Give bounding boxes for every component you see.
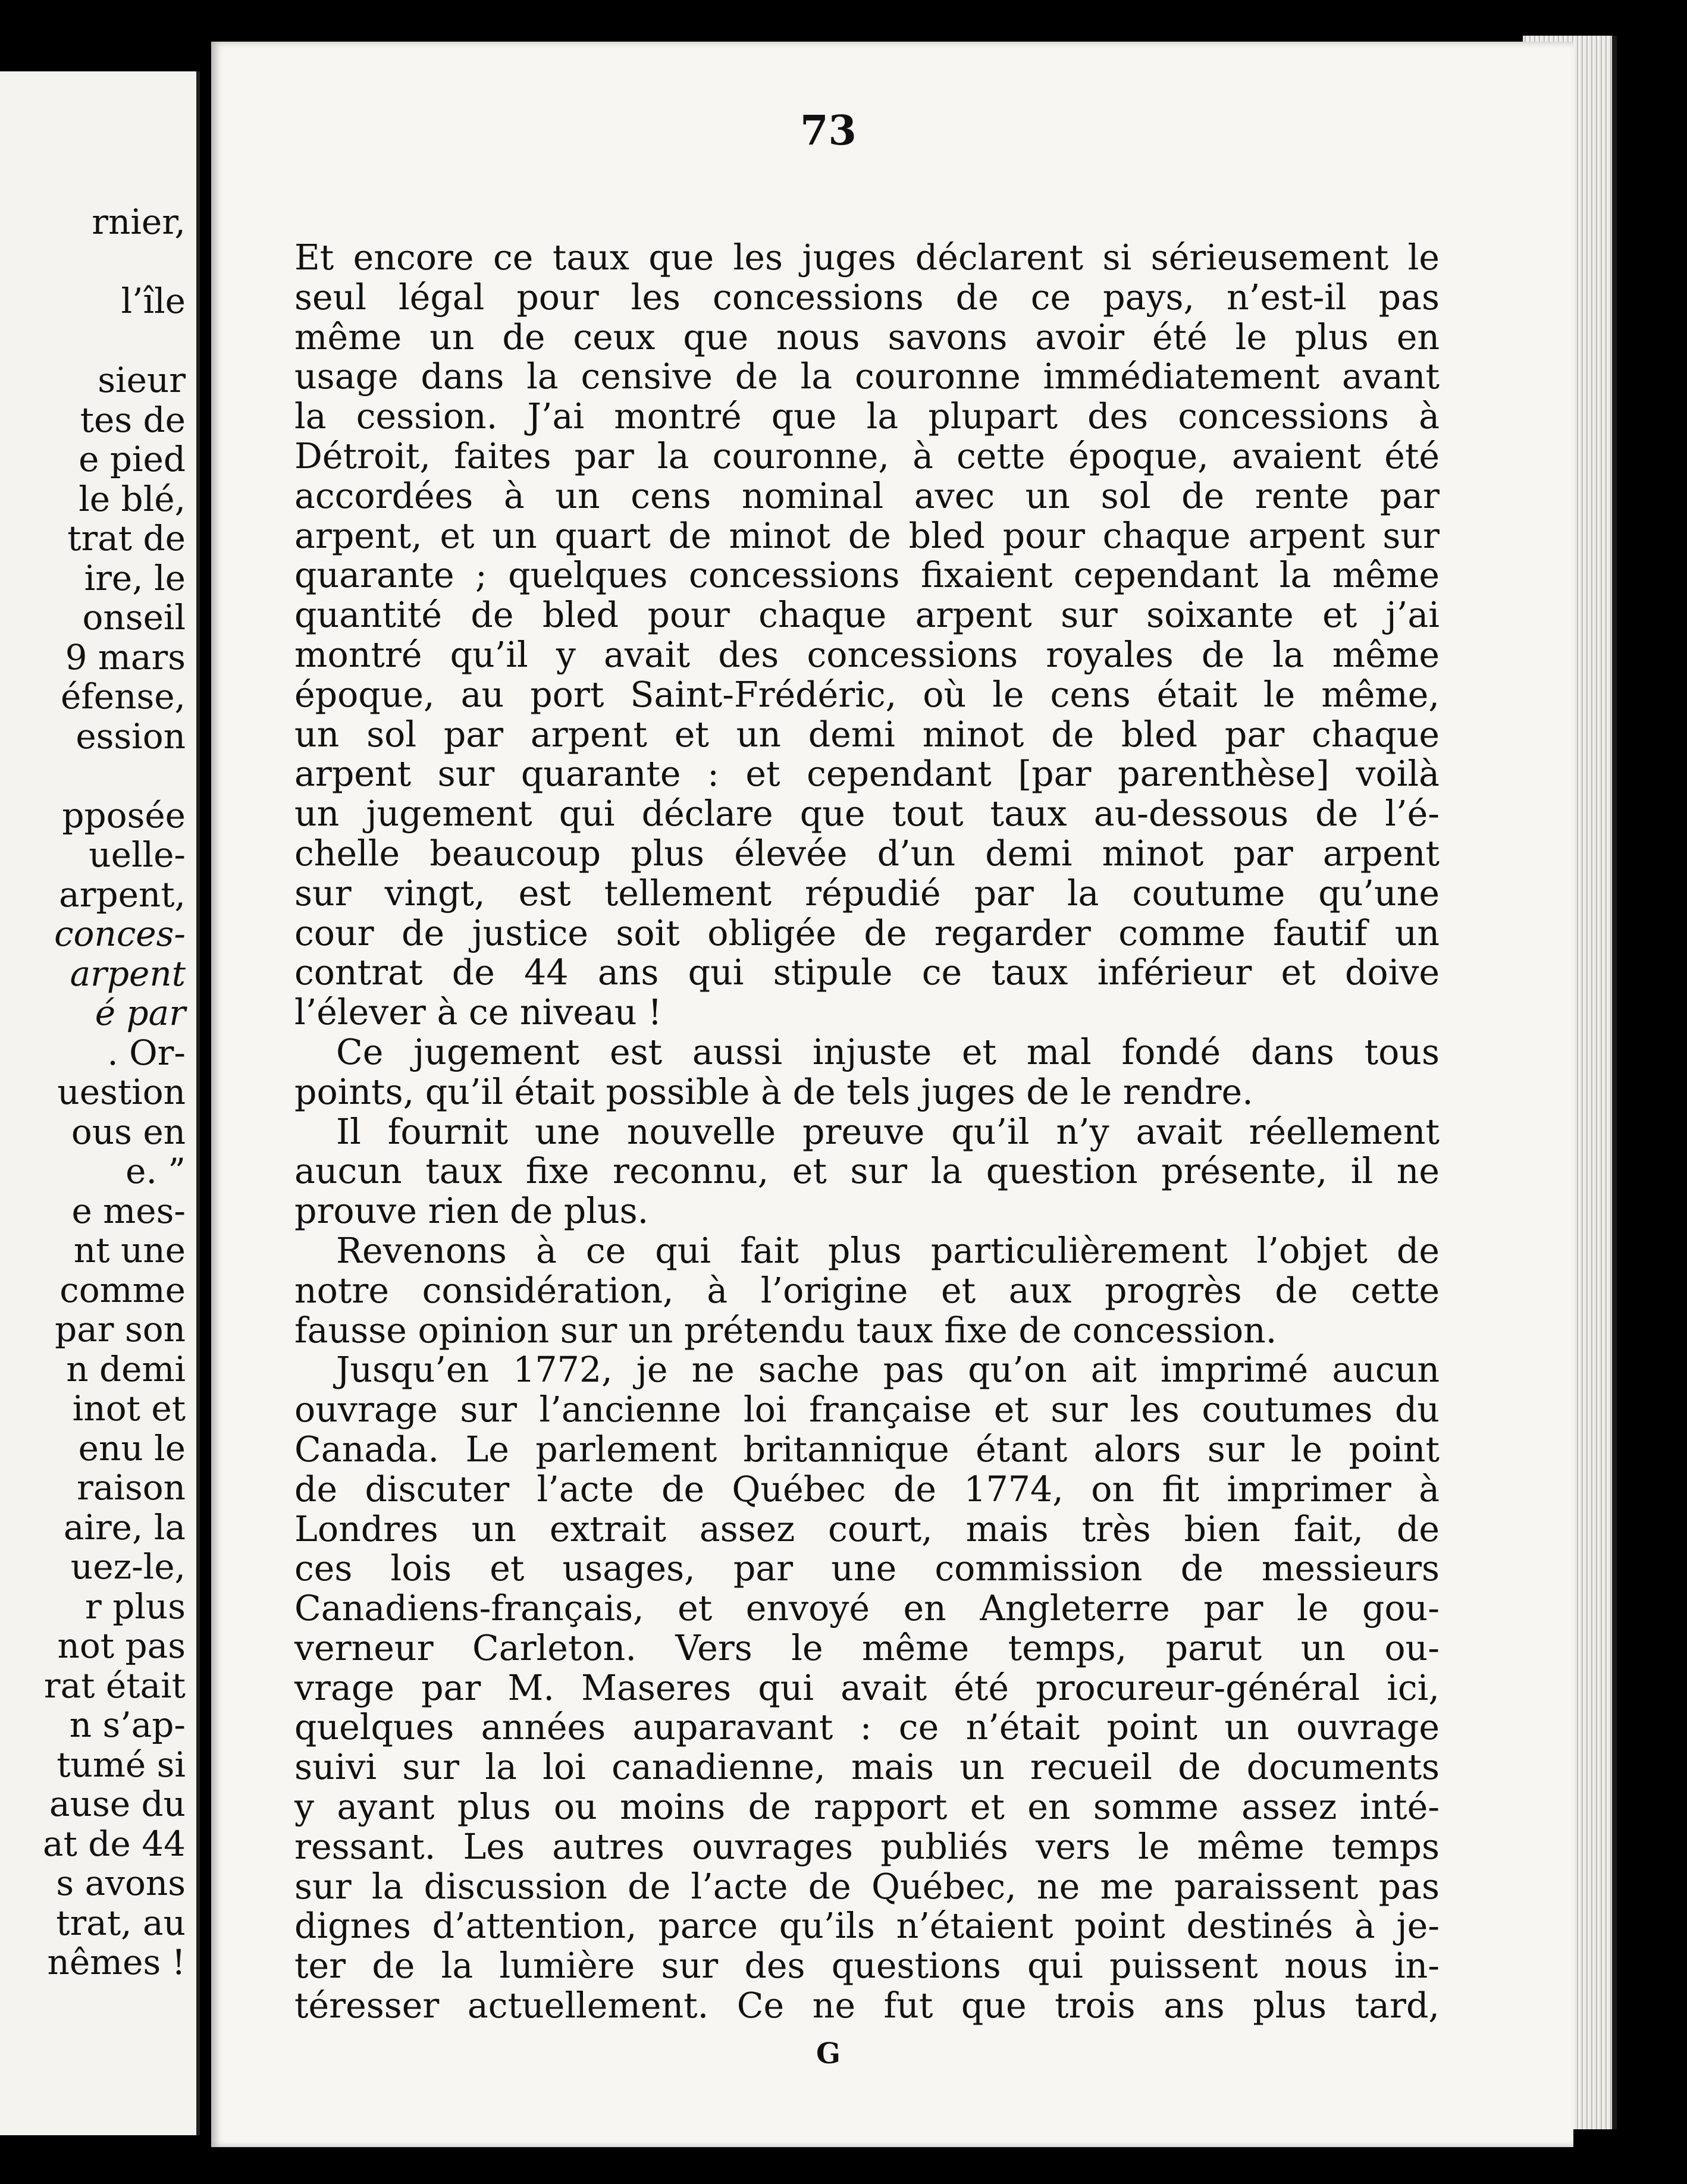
text-line: aucun taux fixe reconnu, et sur la question présente, il ne xyxy=(294,1151,1440,1192)
text-line: l’élever à ce niveau ! xyxy=(294,992,662,1033)
text-line: quantité de bled pour chaque arpent sur soixante et j’ai xyxy=(294,595,1440,636)
text-line: Il fournit une nouvelle preuve qu’il n’y avait réellement xyxy=(336,1111,1440,1152)
text-line: suivi sur la loi canadienne, mais un recueil de documents xyxy=(294,1747,1440,1788)
facing-page-line: tumé si xyxy=(57,1744,186,1785)
text-line: arpent, et un quart de minot de bled pour chaque arpent sur xyxy=(294,515,1440,556)
facing-page-line: ause du xyxy=(49,1784,186,1824)
facing-page-line: uestion xyxy=(57,1072,186,1112)
facing-page-line: tes de xyxy=(80,399,186,440)
facing-page-line: enu le xyxy=(78,1427,186,1468)
facing-page-line: nt une xyxy=(73,1230,186,1270)
text-line: quarante ; quelques concessions fixaient cependant la même xyxy=(294,555,1440,596)
text-line: ces lois et usages, par une commission de messieurs xyxy=(294,1548,1440,1589)
facing-page-line: rnier, xyxy=(92,202,186,242)
text-line: Canada. Le parlement britannique étant alors sur le point xyxy=(294,1429,1440,1470)
text-line: quelques années auparavant : ce n’était point un ouvrage xyxy=(294,1707,1440,1748)
facing-page-line: at de 44 xyxy=(42,1823,186,1864)
text-line: accordées à un cens nominal avec un sol de rente par xyxy=(294,475,1440,516)
signature-mark: G xyxy=(816,2037,841,2070)
book-page xyxy=(211,42,1573,2147)
facing-page-line: sieur xyxy=(98,360,186,400)
facing-page-line: é par xyxy=(95,993,186,1033)
facing-page-line: trat de xyxy=(67,518,186,558)
text-line: téresser actuellement. Ce ne fut que trois ans plus tard, xyxy=(294,1985,1440,2026)
facing-page-line: r plus xyxy=(85,1586,186,1627)
text-line: ressant. Les autres ouvrages publiés vers le même temps xyxy=(294,1826,1440,1867)
facing-page-line: uez-le, xyxy=(70,1546,186,1587)
facing-page-line: e. ” xyxy=(126,1151,186,1191)
facing-page-line: l’île xyxy=(121,281,186,321)
facing-page-line: nêmes ! xyxy=(47,1942,186,1982)
facing-page-line: ire, le xyxy=(84,557,186,598)
facing-page-line: 9 mars xyxy=(65,636,186,677)
text-line: Londres un extrait assez court, mais très bien fait, de xyxy=(294,1508,1440,1549)
facing-page-line: ous en xyxy=(71,1111,186,1152)
facing-page-line xyxy=(43,321,186,361)
text-line: Revenons à ce qui fait plus particulièrement l’objet de xyxy=(336,1230,1440,1271)
text-line: dignes d’attention, parce qu’ils n’étaient point destinés à je- xyxy=(294,1906,1440,1947)
text-line: chelle beaucoup plus élevée d’un demi minot par arpent xyxy=(294,833,1440,874)
facing-page-line: onseil xyxy=(82,597,186,638)
facing-page-line: aire, la xyxy=(63,1507,186,1548)
text-line: montré qu’il y avait des concessions royales de la même xyxy=(294,634,1440,675)
facing-page-line: s avons xyxy=(56,1863,186,1903)
facing-page-line: trat, au xyxy=(56,1902,186,1943)
text-line: la cession. J’ai montré que la plupart des concessions à xyxy=(294,396,1440,437)
body-text xyxy=(294,238,1440,2026)
text-line: prouve rien de plus. xyxy=(294,1191,649,1232)
text-line: usage dans la censive de la couronne immédiatement avant xyxy=(294,356,1440,397)
facing-page-line: comme xyxy=(59,1269,186,1310)
text-line: vrage par M. Maseres qui avait été procureur-général ici, xyxy=(294,1667,1440,1708)
text-line: contrat de 44 ans qui stipule ce taux inférieur et doive xyxy=(294,952,1440,993)
facing-page-line: uelle- xyxy=(89,834,186,875)
text-line: ouvrage sur l’ancienne loi française et sur les coutumes du xyxy=(294,1389,1440,1430)
facing-page-line: . Or- xyxy=(107,1032,186,1073)
text-line: Et encore ce taux que les juges déclarent si sérieusement le xyxy=(294,237,1440,278)
facing-page-line: n s’ap- xyxy=(69,1705,186,1745)
facing-page-line: éfense, xyxy=(61,676,186,717)
text-line: même un de ceux que nous savons avoir été le plus en xyxy=(294,316,1440,357)
facing-page-line: conces- xyxy=(54,914,186,954)
text-line: fausse opinion sur un prétendu taux fixe de concession. xyxy=(294,1310,1277,1351)
facing-page-line xyxy=(43,756,186,796)
text-line: ter de la lumière sur des questions qui puissent nous in- xyxy=(294,1945,1440,1987)
facing-page-line xyxy=(43,242,186,282)
text-line: Canadiens-français, et envoyé en Angleterre par le gou- xyxy=(294,1588,1440,1629)
page-number: 73 xyxy=(800,107,857,155)
text-line: un jugement qui déclare que tout taux au-dessous de l’é- xyxy=(294,793,1440,834)
text-line: Ce jugement est aussi injuste et mal fondé dans tous xyxy=(336,1031,1440,1072)
text-line: points, qu’il était possible à de tels juges de le rendre. xyxy=(294,1071,1253,1112)
text-line: sur vingt, est tellement répudié par la coutume qu’une xyxy=(294,873,1440,914)
text-line: seul légal pour les concessions de ce pays, n’est-il pas xyxy=(294,277,1440,318)
facing-page-line: par son xyxy=(55,1309,186,1350)
facing-page-line: ession xyxy=(76,716,186,757)
text-line: un sol par arpent et un demi minot de bled par chaque xyxy=(294,714,1440,755)
text-line: époque, au port Saint-Frédéric, où le cens était le même, xyxy=(294,674,1440,715)
text-line: Détroit, faites par la couronne, à cette époque, avaient été xyxy=(294,435,1440,476)
facing-page-line: n demi xyxy=(66,1348,186,1389)
text-line: y ayant plus ou moins de rapport et en somme assez inté- xyxy=(294,1787,1440,1828)
facing-page-left xyxy=(0,71,200,2135)
facing-page-line: e mes- xyxy=(71,1190,186,1231)
text-line: de discuter l’acte de Québec de 1774, on fit imprimer à xyxy=(294,1468,1440,1510)
facing-page-line: inot et xyxy=(72,1388,186,1429)
facing-page-line: raison xyxy=(77,1467,186,1508)
facing-page-text xyxy=(43,202,186,1982)
text-line: cour de justice soit obligée de regarder comme fautif un xyxy=(294,912,1440,953)
text-line: verneur Carleton. Vers le même temps, parut un ou- xyxy=(294,1627,1440,1668)
facing-page-line: arpent xyxy=(70,953,186,994)
text-line: Jusqu’en 1772, je ne sache pas qu’on ait imprimé aucun xyxy=(336,1350,1440,1391)
facing-page-line: e pied xyxy=(79,439,186,479)
facing-page-line: le blé, xyxy=(79,478,186,519)
text-line: arpent sur quarante : et cependant [par parenthèse] voilà xyxy=(294,754,1440,795)
text-line: notre considération, à l’origine et aux progrès de cette xyxy=(294,1270,1440,1311)
facing-page-line: not pas xyxy=(57,1626,186,1666)
facing-page-line: pposée xyxy=(62,795,186,836)
text-line: sur la discussion de l’acte de Québec, ne me paraissent pas xyxy=(294,1866,1440,1907)
facing-page-line: rat était xyxy=(43,1665,186,1706)
facing-page-line: arpent, xyxy=(59,874,186,915)
